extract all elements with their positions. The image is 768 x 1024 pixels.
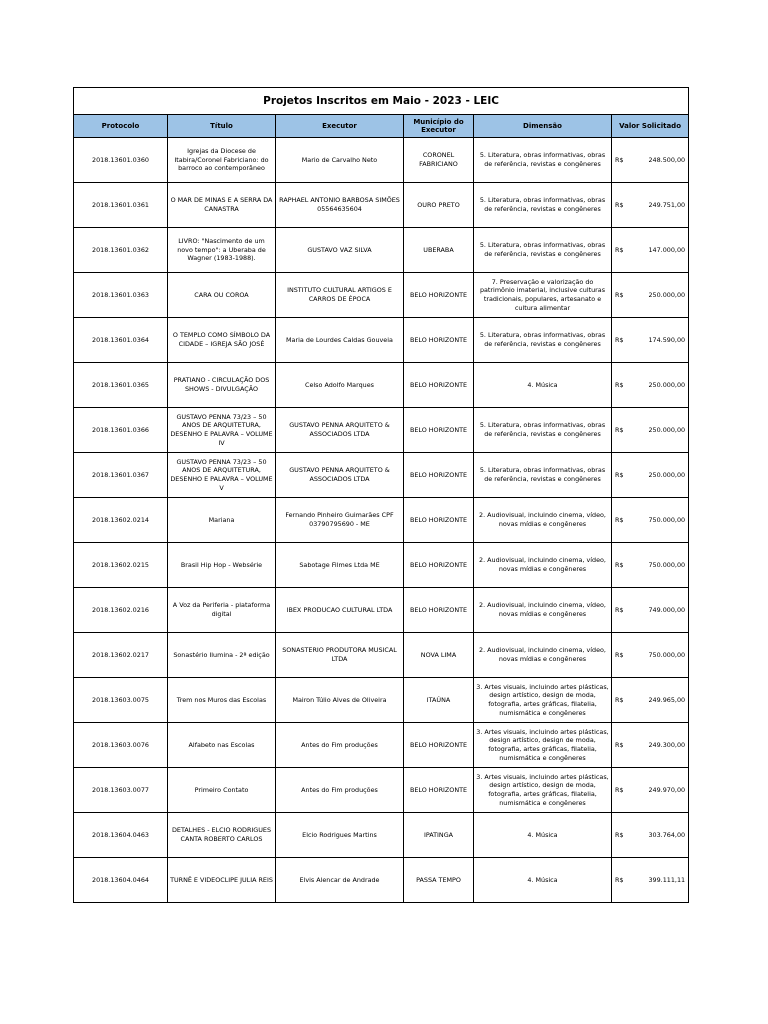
cell-executor: GUSTAVO PENNA ARQUITETO & ASSOCIADOS LTDA bbox=[276, 408, 404, 453]
cell-municipio: BELO HORIZONTE bbox=[404, 723, 474, 768]
cell-dimensao: 3. Artes visuais, incluindo artes plásticas, design artístico, design de moda, fotografia, artes gráficas, filatelia, numismática e congêneres bbox=[474, 678, 612, 723]
cell-executor: Antes do Fim produções bbox=[276, 768, 404, 813]
amount: 750.000,00 bbox=[648, 515, 686, 524]
cell-executor: Sabotage Filmes Ltda ME bbox=[276, 543, 404, 588]
cell-protocolo: 2018.13603.0075 bbox=[74, 678, 168, 723]
cell-dimensao: 2. Audiovisual, incluindo cinema, vídeo, novas mídias e congêneres bbox=[474, 633, 612, 678]
cell-municipio: PASSA TEMPO bbox=[404, 858, 474, 903]
cell-titulo: Igrejas da Diocese de Itabira/Coronel Fabriciano: do barroco ao contemporâneo bbox=[168, 138, 276, 183]
cell-titulo: TURNÊ E VIDEOCLIPE JULIA REIS bbox=[168, 858, 276, 903]
cell-valor bbox=[612, 723, 689, 768]
amount: 174.590,00 bbox=[648, 335, 686, 344]
cell-valor bbox=[612, 273, 689, 318]
cell-executor: SONASTERIO PRODUTORA MUSICAL LTDA bbox=[276, 633, 404, 678]
header-dimensao: Dimensão bbox=[474, 115, 612, 138]
cell-valor bbox=[612, 813, 689, 858]
table-row bbox=[74, 588, 689, 633]
cell-dimensao: 5. Literatura, obras informativas, obras de referência, revistas e congêneres bbox=[474, 318, 612, 363]
cell-municipio: BELO HORIZONTE bbox=[404, 543, 474, 588]
cell-dimensao: 4. Música bbox=[474, 858, 612, 903]
cell-dimensao: 5. Literatura, obras informativas, obras de referência, revistas e congêneres bbox=[474, 453, 612, 498]
table-row bbox=[74, 498, 689, 543]
amount: 303.764,00 bbox=[648, 830, 686, 839]
cell-protocolo: 2018.13601.0365 bbox=[74, 363, 168, 408]
cell-executor: Celso Adolfo Marques bbox=[276, 363, 404, 408]
cell-protocolo: 2018.13602.0216 bbox=[74, 588, 168, 633]
cell-dimensao: 5. Literatura, obras informativas, obras de referência, revistas e congêneres bbox=[474, 138, 612, 183]
cell-protocolo: 2018.13601.0363 bbox=[74, 273, 168, 318]
spreadsheet-page bbox=[73, 87, 688, 903]
amount: 249.751,00 bbox=[648, 200, 686, 209]
currency-symbol: R$ bbox=[615, 515, 624, 524]
amount: 749.000,00 bbox=[648, 605, 686, 614]
cell-valor bbox=[612, 543, 689, 588]
cell-protocolo: 2018.13602.0217 bbox=[74, 633, 168, 678]
table-row bbox=[74, 723, 689, 768]
currency-symbol: R$ bbox=[615, 470, 624, 479]
cell-dimensao: 5. Literatura, obras informativas, obras de referência, revistas e congêneres bbox=[474, 408, 612, 453]
cell-protocolo: 2018.13603.0077 bbox=[74, 768, 168, 813]
cell-protocolo: 2018.13604.0463 bbox=[74, 813, 168, 858]
amount: 250.000,00 bbox=[648, 425, 686, 434]
cell-titulo: Trem nos Muros das Escolas bbox=[168, 678, 276, 723]
cell-municipio: BELO HORIZONTE bbox=[404, 453, 474, 498]
cell-valor bbox=[612, 453, 689, 498]
cell-executor: Maria de Lourdes Caldas Gouveia bbox=[276, 318, 404, 363]
table-row bbox=[74, 543, 689, 588]
currency-symbol: R$ bbox=[615, 695, 624, 704]
cell-dimensao: 2. Audiovisual, incluindo cinema, vídeo, novas mídias e congêneres bbox=[474, 588, 612, 633]
currency-symbol: R$ bbox=[615, 155, 624, 164]
cell-executor: Elcio Rodrigues Martins bbox=[276, 813, 404, 858]
amount: 399.111,11 bbox=[648, 875, 686, 884]
cell-municipio: ITAÚNA bbox=[404, 678, 474, 723]
cell-executor: Elvis Alencar de Andrade bbox=[276, 858, 404, 903]
cell-protocolo: 2018.13601.0360 bbox=[74, 138, 168, 183]
currency-symbol: R$ bbox=[615, 830, 624, 839]
cell-protocolo: 2018.13602.0214 bbox=[74, 498, 168, 543]
currency-symbol: R$ bbox=[615, 740, 624, 749]
table-row bbox=[74, 813, 689, 858]
cell-valor bbox=[612, 633, 689, 678]
cell-titulo: Mariana bbox=[168, 498, 276, 543]
table-title: Projetos Inscritos em Maio - 2023 - LEIC bbox=[74, 88, 689, 115]
currency-symbol: R$ bbox=[615, 290, 624, 299]
table-row bbox=[74, 318, 689, 363]
currency-symbol: R$ bbox=[615, 245, 624, 254]
table-row bbox=[74, 273, 689, 318]
cell-valor bbox=[612, 363, 689, 408]
cell-valor bbox=[612, 138, 689, 183]
table-row bbox=[74, 408, 689, 453]
cell-titulo: DETALHES - ELCIO RODRIGUES CANTA ROBERTO CARLOS bbox=[168, 813, 276, 858]
table-row bbox=[74, 768, 689, 813]
currency-symbol: R$ bbox=[615, 335, 624, 344]
amount: 250.000,00 bbox=[648, 290, 686, 299]
amount: 249.970,00 bbox=[648, 785, 686, 794]
cell-executor: Mario de Carvalho Neto bbox=[276, 138, 404, 183]
currency-symbol: R$ bbox=[615, 560, 624, 569]
table-row bbox=[74, 183, 689, 228]
header-municipio: Município do Executor bbox=[404, 115, 474, 138]
cell-valor bbox=[612, 408, 689, 453]
cell-dimensao: 5. Literatura, obras informativas, obras de referência, revistas e congêneres bbox=[474, 228, 612, 273]
cell-dimensao: 5. Literatura, obras informativas, obras de referência, revistas e congêneres bbox=[474, 183, 612, 228]
currency-symbol: R$ bbox=[615, 425, 624, 434]
cell-protocolo: 2018.13602.0215 bbox=[74, 543, 168, 588]
amount: 249.300,00 bbox=[648, 740, 686, 749]
cell-municipio: BELO HORIZONTE bbox=[404, 498, 474, 543]
cell-dimensao: 4. Música bbox=[474, 363, 612, 408]
cell-valor bbox=[612, 228, 689, 273]
cell-dimensao: 3. Artes visuais, incluindo artes plásticas, design artístico, design de moda, fotografia, artes gráficas, filatelia, numismática e congêneres bbox=[474, 723, 612, 768]
header-executor: Executor bbox=[276, 115, 404, 138]
cell-protocolo: 2018.13601.0366 bbox=[74, 408, 168, 453]
cell-titulo: CARA OU COROA bbox=[168, 273, 276, 318]
cell-municipio: OURO PRETO bbox=[404, 183, 474, 228]
cell-municipio: BELO HORIZONTE bbox=[404, 768, 474, 813]
cell-municipio: BELO HORIZONTE bbox=[404, 408, 474, 453]
cell-titulo: PRATIANO - CIRCULAÇÃO DOS SHOWS - DIVULGAÇÃO bbox=[168, 363, 276, 408]
amount: 250.000,00 bbox=[648, 380, 686, 389]
cell-titulo: O TEMPLO COMO SÍMBOLO DA CIDADE – IGREJA SÃO JOSÉ bbox=[168, 318, 276, 363]
table-row bbox=[74, 633, 689, 678]
currency-symbol: R$ bbox=[615, 650, 624, 659]
amount: 248.500,00 bbox=[648, 155, 686, 164]
cell-dimensao: 7. Preservação e valorização do patrimônio imaterial, inclusive culturas tradicionais, populares, artesanato e cultura alimentar bbox=[474, 273, 612, 318]
cell-titulo: Primeiro Contato bbox=[168, 768, 276, 813]
cell-protocolo: 2018.13601.0364 bbox=[74, 318, 168, 363]
header-valor: Valor Solicitado bbox=[612, 115, 689, 138]
cell-executor: RAPHAEL ANTONIO BARBOSA SIMÕES 05564635604 bbox=[276, 183, 404, 228]
cell-titulo: O MAR DE MINAS E A SERRA DA CANASTRA bbox=[168, 183, 276, 228]
cell-protocolo: 2018.13601.0361 bbox=[74, 183, 168, 228]
cell-titulo: A Voz da Periferia - plataforma digital bbox=[168, 588, 276, 633]
cell-municipio: BELO HORIZONTE bbox=[404, 318, 474, 363]
currency-symbol: R$ bbox=[615, 605, 624, 614]
projects-table bbox=[73, 87, 689, 903]
cell-valor bbox=[612, 588, 689, 633]
cell-municipio: IPATINGA bbox=[404, 813, 474, 858]
cell-valor bbox=[612, 678, 689, 723]
currency-symbol: R$ bbox=[615, 200, 624, 209]
cell-titulo: Sonastério Ilumina - 2ª edição bbox=[168, 633, 276, 678]
amount: 250.000,00 bbox=[648, 470, 686, 479]
currency-symbol: R$ bbox=[615, 875, 624, 884]
cell-executor: IBEX PRODUCAO CULTURAL LTDA bbox=[276, 588, 404, 633]
amount: 750.000,00 bbox=[648, 560, 686, 569]
table-row bbox=[74, 453, 689, 498]
amount: 249.965,00 bbox=[648, 695, 686, 704]
cell-titulo: Alfabeto nas Escolas bbox=[168, 723, 276, 768]
cell-protocolo: 2018.13604.0464 bbox=[74, 858, 168, 903]
cell-valor bbox=[612, 318, 689, 363]
table-row bbox=[74, 138, 689, 183]
amount: 750.000,00 bbox=[648, 650, 686, 659]
cell-valor bbox=[612, 858, 689, 903]
cell-valor bbox=[612, 183, 689, 228]
table-row bbox=[74, 363, 689, 408]
cell-valor bbox=[612, 768, 689, 813]
cell-municipio: BELO HORIZONTE bbox=[404, 363, 474, 408]
cell-titulo: Brasil Hip Hop - Websérie bbox=[168, 543, 276, 588]
cell-dimensao: 2. Audiovisual, incluindo cinema, vídeo, novas mídias e congêneres bbox=[474, 498, 612, 543]
header-titulo: Título bbox=[168, 115, 276, 138]
cell-executor: GUSTAVO VAZ SILVA bbox=[276, 228, 404, 273]
cell-protocolo: 2018.13601.0367 bbox=[74, 453, 168, 498]
cell-dimensao: 3. Artes visuais, incluindo artes plásticas, design artístico, design de moda, fotografia, artes gráficas, filatelia, numismática e congêneres bbox=[474, 768, 612, 813]
cell-municipio: UBERABA bbox=[404, 228, 474, 273]
table-row bbox=[74, 678, 689, 723]
header-protocolo: Protocolo bbox=[74, 115, 168, 138]
cell-municipio: BELO HORIZONTE bbox=[404, 273, 474, 318]
cell-municipio: BELO HORIZONTE bbox=[404, 588, 474, 633]
cell-titulo: GUSTAVO PENNA 73/23 – 50 ANOS DE ARQUITETURA, DESENHO E PALAVRA – VOLUME V bbox=[168, 453, 276, 498]
cell-titulo: LIVRO: "Nascimento de um novo tempo": a Uberaba de Wagner (1983-1988). bbox=[168, 228, 276, 273]
cell-executor: Mairon Túlio Alves de Oliveira bbox=[276, 678, 404, 723]
cell-executor: INSTITUTO CULTURAL ARTIGOS E CARROS DE ÉPOCA bbox=[276, 273, 404, 318]
currency-symbol: R$ bbox=[615, 380, 624, 389]
cell-valor bbox=[612, 498, 689, 543]
cell-titulo: GUSTAVO PENNA 73/23 – 50 ANOS DE ARQUITETURA, DESENHO E PALAVRA – VOLUME IV bbox=[168, 408, 276, 453]
cell-protocolo: 2018.13601.0362 bbox=[74, 228, 168, 273]
table-row bbox=[74, 858, 689, 903]
cell-municipio: NOVA LIMA bbox=[404, 633, 474, 678]
table-row bbox=[74, 228, 689, 273]
cell-municipio: CORONEL FABRICIANO bbox=[404, 138, 474, 183]
cell-protocolo: 2018.13603.0076 bbox=[74, 723, 168, 768]
cell-dimensao: 4. Música bbox=[474, 813, 612, 858]
cell-dimensao: 2. Audiovisual, incluindo cinema, vídeo, novas mídias e congêneres bbox=[474, 543, 612, 588]
cell-executor: Antes do Fim produções bbox=[276, 723, 404, 768]
currency-symbol: R$ bbox=[615, 785, 624, 794]
amount: 147.000,00 bbox=[648, 245, 686, 254]
cell-executor: GUSTAVO PENNA ARQUITETO & ASSOCIADOS LTDA bbox=[276, 453, 404, 498]
cell-executor: Fernando Pinheiro Guimarães CPF 03790795690 - ME bbox=[276, 498, 404, 543]
